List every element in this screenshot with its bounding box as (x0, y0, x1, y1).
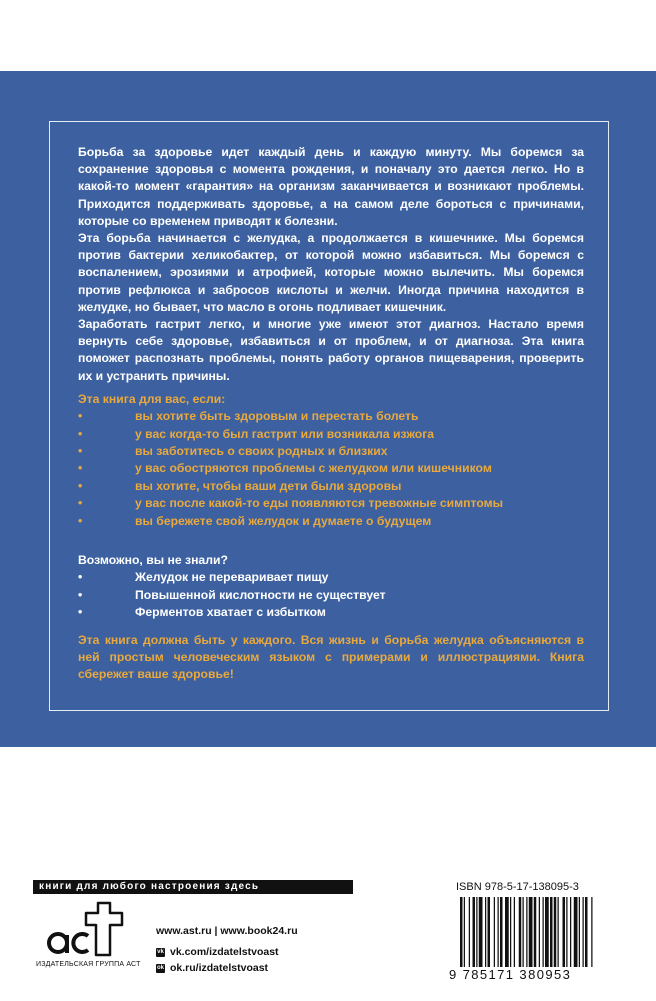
barcode-bar (574, 897, 578, 967)
for-you-section (78, 391, 584, 530)
barcode-bar (529, 897, 533, 967)
barcode-bar (485, 897, 486, 967)
barcode-bar (523, 897, 524, 967)
barcode-bar (545, 897, 549, 967)
list-item-text: Желудок не переваривает пищу (135, 570, 329, 585)
for-you-heading: Эта книга для вас, если: (78, 392, 226, 406)
vk-link[interactable]: vk.com/izdatelstvoast (170, 946, 279, 958)
bullet: • (78, 409, 83, 424)
barcode-bar (585, 897, 588, 967)
list-item-text: вы хотите быть здоровым и перестать болеть (135, 409, 419, 424)
bullet: • (78, 513, 83, 528)
barcode-bar (554, 897, 557, 967)
intro-paragraph: Борьба за здоровье идет каждый день и каждую минуту. Мы боремся за сохранение здоровья с момента рождения, и поначалу это дается легко. Но в какой-то момент «гарантия» на организм заканчивается и возникают проблемы. Приходится поддерживать здоровье, а на самом деле бороться с причинами, которые со временем приводят к болезни. (78, 145, 584, 228)
bullet: • (78, 604, 83, 619)
barcode-bar (539, 897, 540, 967)
list-item-text: Повышенной кислотности не существует (135, 587, 386, 602)
list-item (78, 587, 584, 604)
barcode-bar (519, 897, 522, 967)
intro-paragraph: Заработать гастрит легко, и многие уже имеют этот диагноз. Настало время вернуть себе здоровье, избавиться и от проблем, и от диагноза. Эта книга поможет распознать проблемы, понять работу органов пищеварения, проверить их и устранить причины. (78, 317, 584, 383)
closing-text: Эта книга должна быть у каждого. Вся жизнь и борьба желудка объясняются в ней простым человеческим языком с примерами и иллюстрациями. Книга сбережет ваше здоровье! (78, 633, 584, 682)
bullet: • (78, 570, 83, 585)
isbn-text: ISBN 978-5-17-138095-3 (456, 881, 579, 893)
barcode-bar (558, 897, 559, 967)
list-item (78, 495, 584, 512)
barcode-bar (498, 897, 499, 967)
ast-logo (36, 899, 146, 989)
barcode-bar (473, 897, 476, 967)
barcode-bar (479, 897, 483, 967)
barcode-bar (488, 897, 491, 967)
barcode-bar (469, 897, 470, 967)
list-item (78, 460, 584, 477)
vk-icon: vk (157, 948, 164, 955)
intro-text (78, 144, 584, 385)
bullet: • (78, 496, 83, 511)
barcode-bar (505, 897, 509, 967)
barcode-bar (460, 897, 463, 967)
for-you-list (78, 408, 584, 530)
list-item (78, 569, 584, 586)
list-item (78, 478, 584, 495)
list-item (78, 408, 584, 425)
bullet: • (78, 426, 83, 441)
barcode-bar (570, 897, 571, 967)
list-item (78, 604, 584, 621)
bullet: • (78, 443, 83, 458)
ok-row[interactable] (156, 962, 268, 974)
barcode-bar (494, 897, 495, 967)
barcode-bar (550, 897, 553, 967)
list-item (78, 443, 584, 460)
barcode-bar (514, 897, 515, 967)
intro-paragraph: Эта борьба начинается с желудка, а продолжается в кишечнике. Мы боремся против бактерии хеликобактер, от которой можно избавиться. Мы боремся с воспалением, эрозиями и атрофией, которые можно вылечить. Мы боремся против рефлюкса и забросов кислоты и желчи. Иногда причина находится в желудке, но бывает, что масло в огонь подливает кишечник. (78, 231, 584, 314)
bullet: • (78, 587, 83, 602)
ok-icon: ok (156, 964, 164, 971)
barcode (456, 897, 630, 967)
barcode-bar (534, 897, 537, 967)
barcode-bar (500, 897, 503, 967)
list-item-text: Ферментов хватает с избытком (135, 604, 326, 619)
list-item-text: вы бережете свой желудок и думаете о будущем (135, 513, 432, 528)
did-you-know-list (78, 569, 584, 621)
barcode-bar (563, 897, 566, 967)
barcode-bar (464, 897, 465, 967)
did-you-know-heading: Возможно, вы не знали? (78, 553, 228, 567)
barcode-bar (579, 897, 580, 967)
barcode-bar (566, 897, 567, 967)
barcode-bar (543, 897, 544, 967)
barcode-bar (526, 897, 527, 967)
barcode-bar (583, 897, 584, 967)
list-item (78, 513, 584, 530)
bullet: • (78, 478, 83, 493)
closing-section (78, 632, 584, 684)
websites-link[interactable]: www.ast.ru | www.book24.ru (156, 925, 298, 937)
barcode-bar (591, 897, 592, 967)
ok-link[interactable]: ok.ru/izdatelstvoast (170, 962, 269, 974)
list-item-text: у вас когда-то был гастрит или возникала изжога (135, 426, 435, 441)
barcode-digits: 9 785171 380953 (449, 967, 572, 982)
publisher-caption: ИЗДАТЕЛЬСКАЯ ГРУППА АСТ (36, 961, 141, 968)
list-item-text: у вас после какой-то еды появляются тревожные симптомы (135, 496, 504, 511)
did-you-know-section (78, 552, 584, 621)
vk-row[interactable] (156, 946, 279, 958)
bullet: • (78, 461, 83, 476)
barcode-bar (510, 897, 511, 967)
barcode-bar (476, 897, 477, 967)
list-item-text: вы заботитесь о своих родных и близких (135, 443, 388, 458)
tagline-bar: книги для любого настроения здесь (33, 880, 353, 894)
list-item-text: у вас обостряются проблемы с желудком или кишечником (135, 461, 492, 476)
list-item-text: вы хотите, чтобы ваши дети были здоровы (135, 478, 402, 493)
list-item (78, 426, 584, 443)
